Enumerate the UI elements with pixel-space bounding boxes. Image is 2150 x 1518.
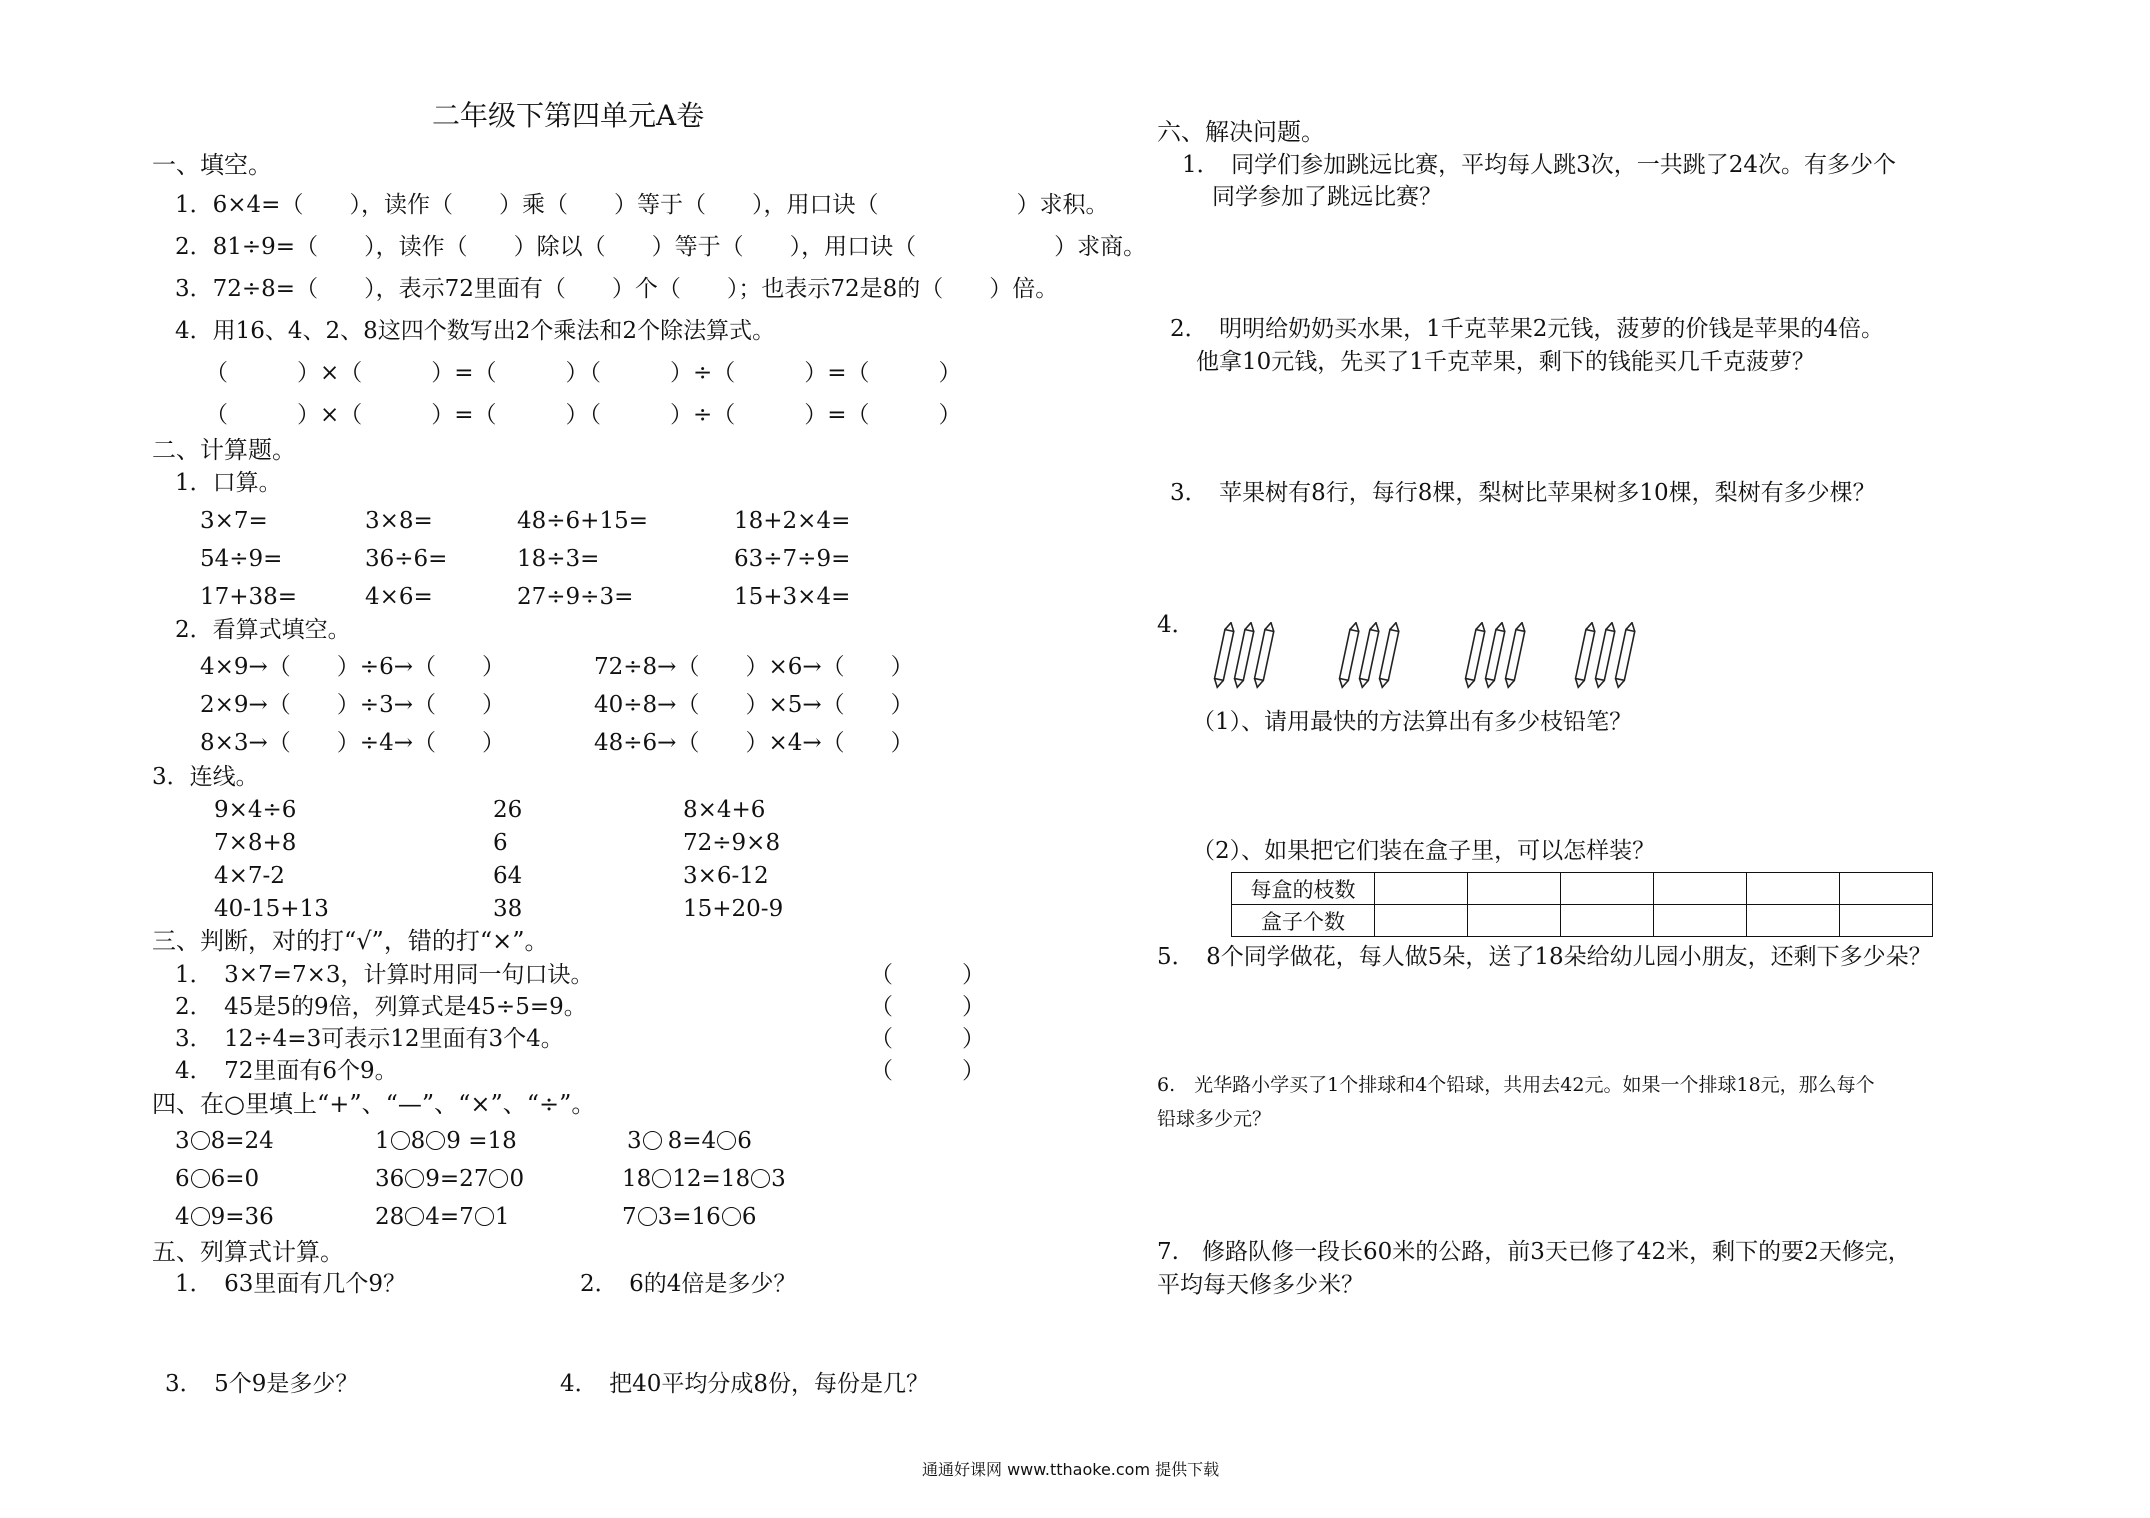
match-middle: 26 — [493, 797, 523, 823]
fill-question-2: 2．81÷9=（ ），读作（ ）除以（ ）等于（ ），用口诀（ ）求商。 — [175, 234, 1147, 260]
section-3-heading: 三、判断，对的打“√”，错的打“×”。 — [152, 927, 549, 955]
answer-cell[interactable] — [1747, 873, 1840, 905]
match-left: 7×8+8 — [214, 830, 297, 856]
circle-blank — [475, 1207, 494, 1226]
operator-item: 3 8=4 6 — [627, 1128, 752, 1154]
match-left: 40-15+13 — [214, 896, 329, 922]
match-right: 15+20-9 — [683, 896, 784, 922]
equation-question-2: 2． 6的4倍是多少？ — [580, 1271, 797, 1297]
operator-item: 18 12=18 3 — [622, 1166, 786, 1192]
problem-7-line-2: 平均每天修多少米？ — [1157, 1272, 1364, 1298]
match-left: 9×4÷6 — [214, 797, 297, 823]
chain-item: 4×9→（ ）÷6→（ ） — [200, 654, 505, 680]
circle-blank — [191, 1131, 210, 1150]
answer-cell[interactable] — [1468, 905, 1561, 937]
oral-item: 18+2×4= — [734, 508, 851, 534]
section-5-heading: 五、列算式计算。 — [152, 1238, 344, 1266]
table-row-label: 盒子个数 — [1232, 905, 1375, 937]
matching-title: 3．连线。 — [152, 764, 259, 790]
problem-1-line-1: 1． 同学们参加跳远比赛，平均每人跳3次，一共跳了24次。有多少个 — [1182, 152, 1897, 178]
fill-question-3: 3．72÷8=（ ），表示72里面有（ ）个（ ）；也表示72是8的（ ）倍。 — [175, 276, 1059, 302]
table-row — [1232, 873, 1933, 905]
oral-item: 54÷9= — [200, 546, 283, 572]
section-6-heading: 六、解决问题。 — [1157, 118, 1325, 146]
problem-4-number: 4． — [1157, 612, 1195, 638]
problem-6-line-2: 铅球多少元？ — [1157, 1108, 1272, 1130]
chain-item: 8×3→（ ）÷4→（ ） — [200, 730, 505, 756]
section-1-heading: 一、填空。 — [152, 151, 272, 179]
table-row-label: 每盒的枝数 — [1232, 873, 1375, 905]
problem-7-line-1: 7. 修路队修一段长60米的公路，前3天已修了42米，剩下的要2天修完， — [1157, 1239, 1911, 1265]
operator-item: 6 6=0 — [175, 1166, 260, 1192]
problem-3: 3． 苹果树有8行，每行8棵，梨树比苹果树多10棵，梨树有多少棵？ — [1170, 480, 1876, 506]
pencil-bundle-icon — [1463, 622, 1533, 694]
problem-2-line-2: 他拿10元钱，先买了1千克苹果，剩下的钱能买几千克菠萝？ — [1196, 349, 1815, 375]
circle-blank — [426, 1131, 445, 1150]
answer-cell[interactable] — [1840, 905, 1933, 937]
problem-4-part-2: （2）、如果把它们装在盒子里，可以怎样装？ — [1192, 838, 1656, 864]
circle-blank — [643, 1131, 662, 1150]
blank-division-1: （ ）÷（ ）=（ ） — [578, 360, 962, 386]
match-right: 8×4+6 — [683, 797, 766, 823]
oral-item: 3×8= — [365, 508, 433, 534]
circle-blank — [405, 1169, 424, 1188]
circle-blank — [722, 1207, 741, 1226]
answer-cell[interactable] — [1654, 873, 1747, 905]
problem-6-line-1: 6. 光华路小学买了1个排球和4个铅球，共用去42元。如果一个排球18元，那么每个 — [1157, 1074, 1875, 1096]
problem-4-part-1: （1）、请用最快的方法算出有多少枝铅笔？ — [1192, 709, 1633, 735]
problem-1-line-2: 同学参加了跳远比赛？ — [1212, 184, 1442, 210]
pencil-bundle-icon — [1337, 622, 1407, 694]
oral-item: 27÷9÷3= — [517, 584, 634, 610]
chain-calc-title: 2．看算式填空。 — [175, 617, 351, 643]
judge-item: 2． 45是5的9倍，列算式是45÷5=9。 — [175, 994, 587, 1020]
oral-item: 17+38= — [200, 584, 298, 610]
circle-blank — [391, 1131, 410, 1150]
footer-source: 通通好课网 www.tthaoke.com 提供下载 — [922, 1460, 1220, 1479]
pencil-bundle-icon — [1212, 622, 1282, 694]
circle-blank — [191, 1169, 210, 1188]
box-packing-table — [1231, 872, 1933, 937]
blank-multiplication-1: （ ）×（ ）=（ ） — [205, 360, 589, 386]
oral-item: 4×6= — [365, 584, 433, 610]
judge-item: 3． 12÷4=3可表示12里面有3个4。 — [175, 1026, 564, 1052]
oral-item: 18÷3= — [517, 546, 600, 572]
blank-division-2: （ ）÷（ ）=（ ） — [578, 402, 962, 428]
fill-question-1: 1．6×4=（ ），读作（ ）乘（ ）等于（ ），用口诀（ ）求积。 — [175, 192, 1109, 218]
judge-answer-blank: （ ） — [870, 1058, 985, 1084]
fill-question-4: 4．用16、4、2、8这四个数写出2个乘法和2个除法算式。 — [175, 318, 776, 344]
section-4-heading: 四、在○里填上“+”、“—”、“×”、“÷”。 — [152, 1090, 596, 1118]
operator-item: 4 9=36 — [175, 1204, 274, 1230]
operator-item: 36 9=27 0 — [375, 1166, 525, 1192]
section-2-heading: 二、计算题。 — [152, 436, 296, 464]
answer-cell[interactable] — [1747, 905, 1840, 937]
answer-cell[interactable] — [1561, 873, 1654, 905]
answer-cell[interactable] — [1375, 873, 1468, 905]
operator-item: 28 4=7 1 — [375, 1204, 510, 1230]
circle-blank — [405, 1207, 424, 1226]
operator-item: 7 3=16 6 — [622, 1204, 757, 1230]
circle-blank — [638, 1207, 657, 1226]
judge-item: 1． 3×7=7×3，计算时用同一句口诀。 — [175, 962, 594, 988]
chain-item: 72÷8→（ ）×6→（ ） — [594, 654, 914, 680]
answer-cell[interactable] — [1375, 905, 1468, 937]
page-title: 二年级下第四单元A卷 — [432, 99, 705, 132]
circle-blank — [191, 1207, 210, 1226]
judge-answer-blank: （ ） — [870, 994, 985, 1020]
match-middle: 6 — [493, 830, 508, 856]
match-right: 3×6-12 — [683, 863, 769, 889]
oral-item: 15+3×4= — [734, 584, 851, 610]
oral-item: 48÷6+15= — [517, 508, 648, 534]
answer-cell[interactable] — [1654, 905, 1747, 937]
oral-item: 3×7= — [200, 508, 268, 534]
pencil-bundle-icon — [1573, 622, 1643, 694]
chain-item: 2×9→（ ）÷3→（ ） — [200, 692, 505, 718]
chain-item: 48÷6→（ ）×4→（ ） — [594, 730, 914, 756]
circle-blank — [489, 1169, 508, 1188]
judge-item: 4． 72里面有6个9。 — [175, 1058, 398, 1084]
problem-2-line-1: 2． 明明给奶奶买水果，1千克苹果2元钱，菠萝的价钱是苹果的4倍。 — [1170, 316, 1885, 342]
operator-item: 3 8=24 — [175, 1128, 274, 1154]
judge-answer-blank: （ ） — [870, 962, 985, 988]
equation-question-4: 4． 把40平均分成8份，每份是几？ — [560, 1371, 930, 1397]
answer-cell[interactable] — [1468, 873, 1561, 905]
circle-blank — [652, 1169, 671, 1188]
circle-blank — [751, 1169, 770, 1188]
match-middle: 64 — [493, 863, 523, 889]
equation-question-3: 3． 5个9是多少？ — [165, 1371, 359, 1397]
match-left: 4×7-2 — [214, 863, 285, 889]
answer-cell[interactable] — [1561, 905, 1654, 937]
match-middle: 38 — [493, 896, 523, 922]
chain-item: 40÷8→（ ）×5→（ ） — [594, 692, 914, 718]
judge-answer-blank: （ ） — [870, 1026, 985, 1052]
blank-multiplication-2: （ ）×（ ）=（ ） — [205, 402, 589, 428]
table-row — [1232, 905, 1933, 937]
equation-question-1: 1． 63里面有几个9？ — [175, 1271, 407, 1297]
operator-item: 1 8 9 =18 — [375, 1128, 517, 1154]
problem-5: 5． 8个同学做花，每人做5朵，送了18朵给幼儿园小朋友，还剩下多少朵？ — [1157, 944, 1932, 970]
oral-calc-title: 1．口算。 — [175, 470, 282, 496]
oral-item: 36÷6= — [365, 546, 448, 572]
oral-item: 63÷7÷9= — [734, 546, 851, 572]
circle-blank — [717, 1131, 736, 1150]
answer-cell[interactable] — [1840, 873, 1933, 905]
match-right: 72÷9×8 — [683, 830, 781, 856]
